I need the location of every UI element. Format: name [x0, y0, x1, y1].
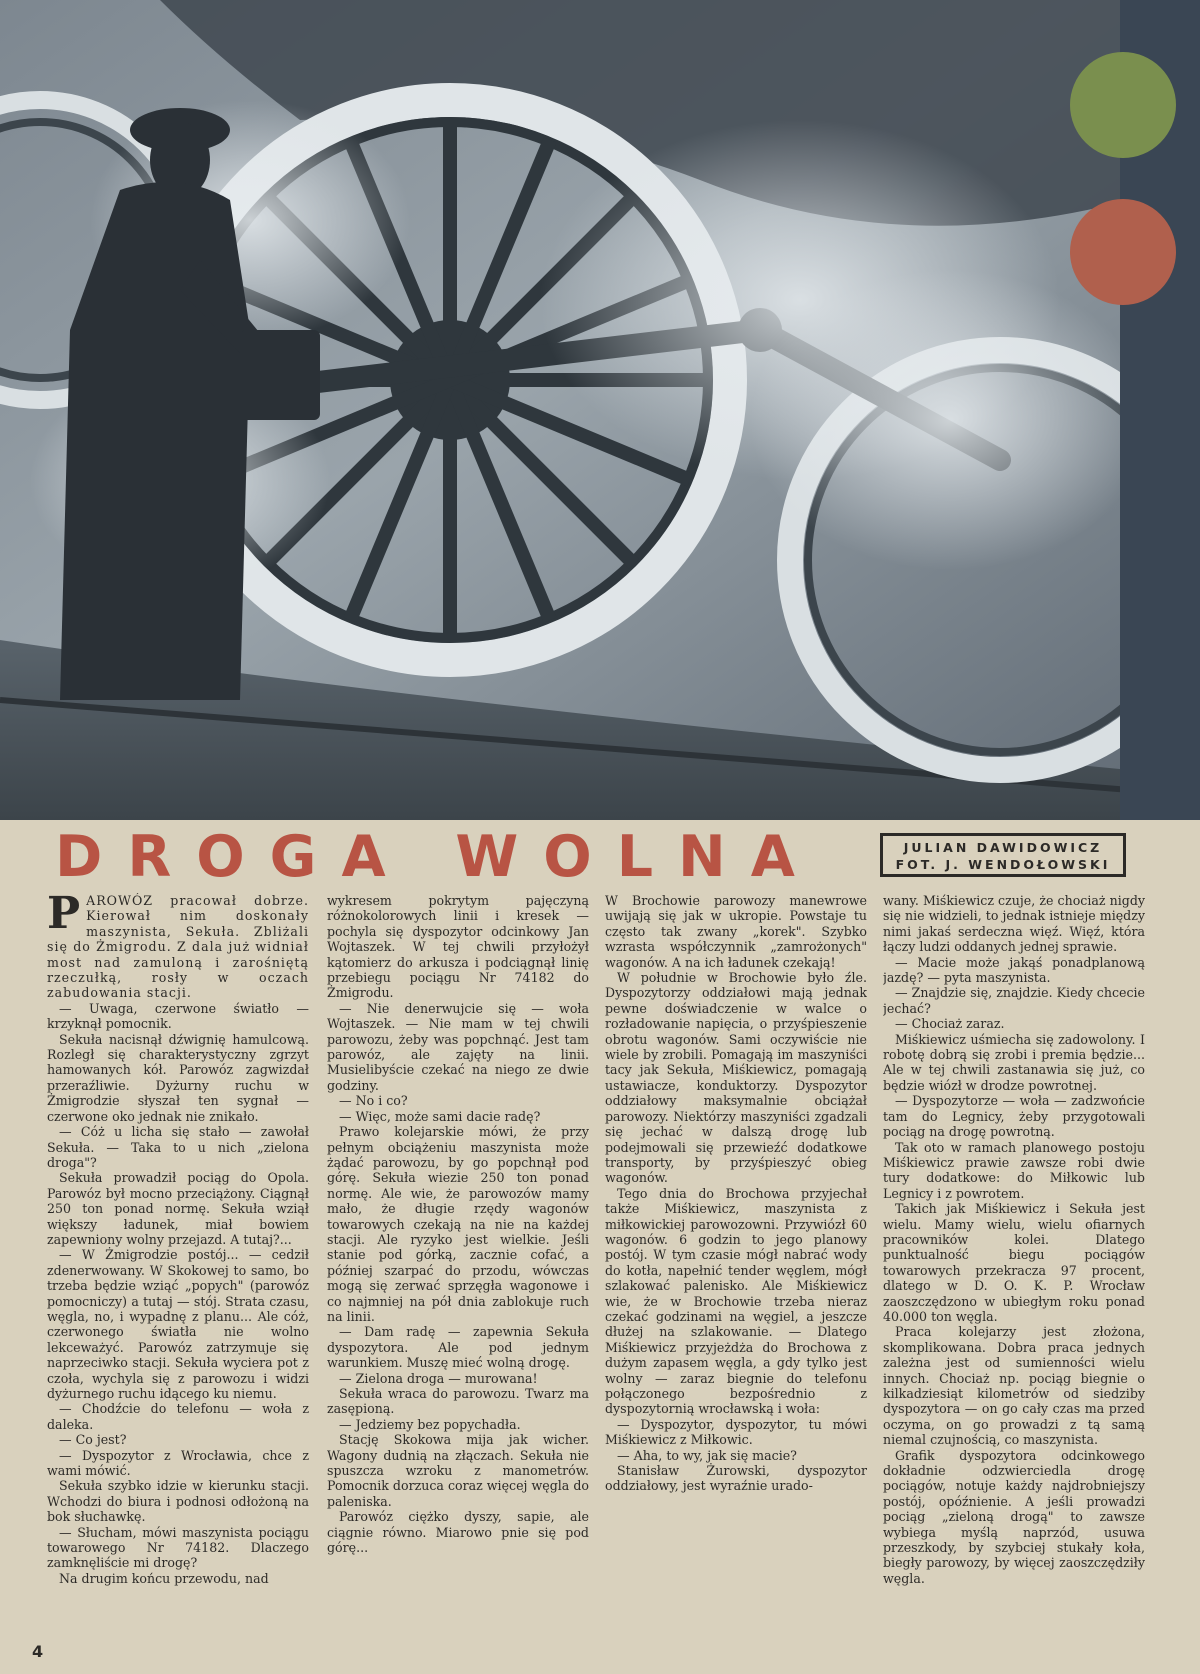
paragraph: Stację Skokowa mija jak wicher. Wagony dudnią na złączach. Sekuła nie spuszcza wzroku z manometrów. Pomocnik dorzuca coraz więcej węgla do paleniska.: [327, 1432, 589, 1509]
column-2: [327, 893, 589, 1638]
paragraph: Prawo kolejarskie mówi, że przy pełnym obciążeniu maszynista może żądać parowozu, by go popchnął pod górę. Sekuła wiezie 250 ton ponad normę. Ale wie, że parowozów mamy mało, że długie rzędy wagonów towarowych czekają na nie na każdej stacji. Ale ryzyko jest wielkie. Jeśli stanie pod górką, zacznie cofać, a później szarpać do przodu, wówczas mogą się zerwać sprzęgła wagonowe i co najmniej na pół dnia zablokuje ruch na linii.: [327, 1124, 589, 1324]
paragraph: — Aha, to wy, jak się macie?: [617, 1447, 797, 1463]
paragraph: wykresem pokrytym pajęczyną różnokolorowych linii i kresek — pochyla się dyspozytor odcinkowy Jan Wojtaszek. W tej chwili przyłożył kątomierz do arkusza i podciągnął linię przebiegu pociągu Nr 74182 do Żmigrodu.: [327, 893, 589, 1001]
paragraph: — Chociaż zaraz.: [895, 1016, 1005, 1032]
paragraph: — Dyspozytorze — woła — zadzwońcie tam do Legnicy, żeby przygotowali pociąg na drogę powrotną.: [883, 1093, 1145, 1140]
paragraph: Sekuła prowadził pociąg do Opola. Parowóz był mocno przeciążony. Ciągnął 250 ton ponad normę. Sekuła wziął większy ładunek, miał bowiem zapewniony wolny przejazd. A tutaj?...: [47, 1170, 309, 1247]
byline-box: [880, 833, 1126, 877]
paragraph: Tego dnia do Brochowa przyjechał także Miśkiewicz, maszynista z miłkowickiej parowozowni. Przywiózł 60 wagonów. 6 godzin to jego planowy postój. W tym czasie mógł nabrać wody do kotła, napełnić tender węglem, mógł szlakować palenisko. Ale Miśkiewicz wie, że w Brochowie trzeba nieraz czekać godzinami na węgiel, a jeszcze dłużej na szlakowanie. — Dlatego Miśkiewicz przyjeżdża do Brochowa z dużym zapasem węgla, a gdy tylko jest wolny — zaraz biegnie do telefonu połączonego bezpośrednio z dyspozytornią wrocławską i woła:: [605, 1185, 867, 1417]
paragraph: W Brochowie parowozy manewrowe uwijają się jak w ukropie. Powstaje tu często tak zwany „korek". Szybko wzrasta współczynnik „zamrożonych" wagonów. A na ich ładunek czekają!: [605, 893, 867, 970]
paragraph: — Znajdzie się, znajdzie. Kiedy chcecie jechać?: [883, 985, 1145, 1016]
paragraph: — Macie może jakąś ponadplanową jazdę? — pyta maszynista.: [883, 954, 1145, 986]
article-headline: DROGA WOLNA: [55, 824, 820, 890]
red-signal-disc: [1070, 199, 1176, 305]
paragraph: — Dam radę — zapewnia Sekuła dyspozytora. Ale pod jednym warunkiem. Muszę mieć wolną drogę.: [327, 1324, 589, 1371]
author-credit: JULIAN DAWIDOWICZ: [903, 840, 1103, 855]
paragraph: — Więc, może sami dacie radę?: [339, 1108, 541, 1124]
paragraph: — Nie denerwujcie się — woła Wojtaszek. — Nie mam w tej chwili parowozu, żeby was popchnąć. Jest tam parowóz, ale zajęty na linii. Musielibyście czekać na niego ze dwie godziny.: [327, 1000, 589, 1093]
paragraph: — Jedziemy bez popychadła.: [339, 1416, 521, 1432]
lead-paragraph: PAROWÓZ pracował dobrze. Kierował nim doskonały maszynista, Sekuła. Zbliżali się do Żmigrodu. Z dala już widniał most nad zamuloną i zarośniętą rzeczułką, rosły w oczach zabudowania stacji.: [47, 893, 309, 1001]
paragraph: — Cóż u licha się stało — zawołał Sekuła. — Taka to u nich „zielona droga"?: [47, 1124, 309, 1170]
paragraph: Grafik dyspozytora odcinkowego dokładnie odzwierciedla drogę pociągów, notuje każdy najdrobniejszy postój, opóźnienie. A jeśli prowadzi pociąg „zieloną drogą" to zawsze wybiega myślą naprzód, usuwa przeszkody, by szybciej stukały koła, biegły parowozy, by więcej zaoszczędziły węgla.: [883, 1447, 1145, 1586]
drop-cap: P: [47, 893, 81, 939]
paragraph: Stanisław Żurowski, dyspozytor oddziałowy, jest wyraźnie urado-: [605, 1463, 867, 1494]
paragraph: Sekuła wraca do parowozu. Twarz ma zasępioną.: [327, 1386, 589, 1417]
paragraph: Praca kolejarzy jest złożona, skomplikowana. Dobra praca jednych zależna jest od sumienności wielu innych. Chociaż np. pociąg biegnie o kilkadziesiąt kilometrów od siedziby dyspozytora — on go cały czas ma przed oczyma, on go prowadzi z tą samą niemal czujnością, co maszynista.: [883, 1324, 1145, 1448]
paragraph: Takich jak Miśkiewicz i Sekuła jest wielu. Mamy wielu, wielu ofiarnych pracowników kolei. Dlatego punktualność biegu pociągów towarowych przekracza 97 procent, dlatego w D. O. K. P. Wrocław zaoszczędzono w ubiegłym roku ponad 40.000 ton węgla.: [883, 1201, 1145, 1324]
paragraph: wany. Miśkiewicz czuje, że chociaż nigdy się nie widzieli, to jednak istnieje między nimi jakaś serdeczna więź. Więź, która łączy ludzi oddanych jednej sprawie.: [883, 893, 1145, 955]
column-1: [47, 893, 309, 1638]
paragraph: W południe w Brochowie było źle. Dyspozytorzy oddziałowi mają jednak pewne doświadczenie w walce o rozładowanie napięcia, o przyśpieszenie obrotu wagonów. Sami oczywiście nie wiele by zrobili. Pomagają im maszyniści tacy jak Sekuła, Miśkiewicz, pomagają ustawiacze, konduktorzy. Dyspozytor oddziałowy maksymalnie obciążał parowozy. Niektórzy maszyniści zgadzali się jechać w dalszą drogę lub podejmowali się przewieźć dodatkowe transporty, by przyśpieszyć obieg wagonów.: [605, 970, 867, 1186]
paragraph: — Co jest?: [59, 1432, 127, 1448]
paragraph: Tak oto w ramach planowego postoju Miśkiewicz prawie zawsze robi dwie tury dodatkowe: do Miłkowic lub Legnicy i z powrotem.: [883, 1139, 1145, 1201]
paragraph: Miśkiewicz uśmiecha się zadowolony. I robotę dobrą się zrobi i premia będzie... Ale w tej chwili zastanawia się już, co będzie wiózł w drodze powrotnej.: [883, 1031, 1145, 1093]
paragraph: — Zielona droga — murowana!: [339, 1370, 538, 1386]
paragraph: — Słucham, mówi maszynista pociągu towarowego Nr 74182. Dlaczego zamknęliście mi drogę?: [47, 1524, 309, 1571]
paragraph: — No i co?: [339, 1093, 408, 1109]
green-signal-disc: [1070, 52, 1176, 158]
paragraph: Sekuła szybko idzie w kierunku stacji. Wchodzi do biura i podnosi odłożoną na bok słuchawkę.: [47, 1478, 309, 1525]
paragraph: Sekuła nacisnął dźwignię hamulcową. Rozległ się charakterystyczny zgrzyt hamowanych kół. Parowóz zagwizdał przeraźliwie. Dyżurny ruchu w Żmigrodzie słyszał ten sygnał — czerwone oko jednak nie znikało.: [47, 1031, 309, 1124]
locomotive-photo: [0, 0, 1200, 820]
paragraph: — Uwaga, czerwone światło — krzyknął pomocnik.: [47, 1000, 309, 1032]
paragraph: — W Żmigrodzie postój... — cedził zdenerwowany. W Skokowej to samo, bo trzeba będzie wziąć „popych" (parowóz pomocniczy) a tutaj — stój. Strata czasu, węgla, no, i wypadnę z planu... Ale cóż, czerwonego światła nie wolno lekceważyć. Parowóz zatrzymuje się naprzeciwko stacji. Sekuła wyciera pot z czoła, wychyla się z parowozu i widzi dyżurnego ruchu idącego ku niemu.: [47, 1247, 309, 1401]
photo-credit: FOT. J. WENDOŁOWSKI: [895, 857, 1111, 872]
paragraph: — Chodźcie do telefonu — woła z daleka.: [47, 1401, 309, 1432]
paragraph: Parowóz ciężko dyszy, sapie, ale ciągnie równo. Miarowo pnie się pod górę...: [327, 1509, 589, 1556]
paragraph: — Dyspozytor z Wrocławia, chce z wami mówić.: [47, 1447, 309, 1479]
page-number: 4: [32, 1642, 44, 1661]
column-4: [883, 893, 1145, 1638]
paragraph: Na drugim końcu przewodu, nad: [59, 1570, 269, 1586]
paragraph: — Dyspozytor, dyspozytor, tu mówi Miśkiewicz z Miłkowic.: [605, 1416, 867, 1448]
column-3: [605, 893, 867, 1638]
